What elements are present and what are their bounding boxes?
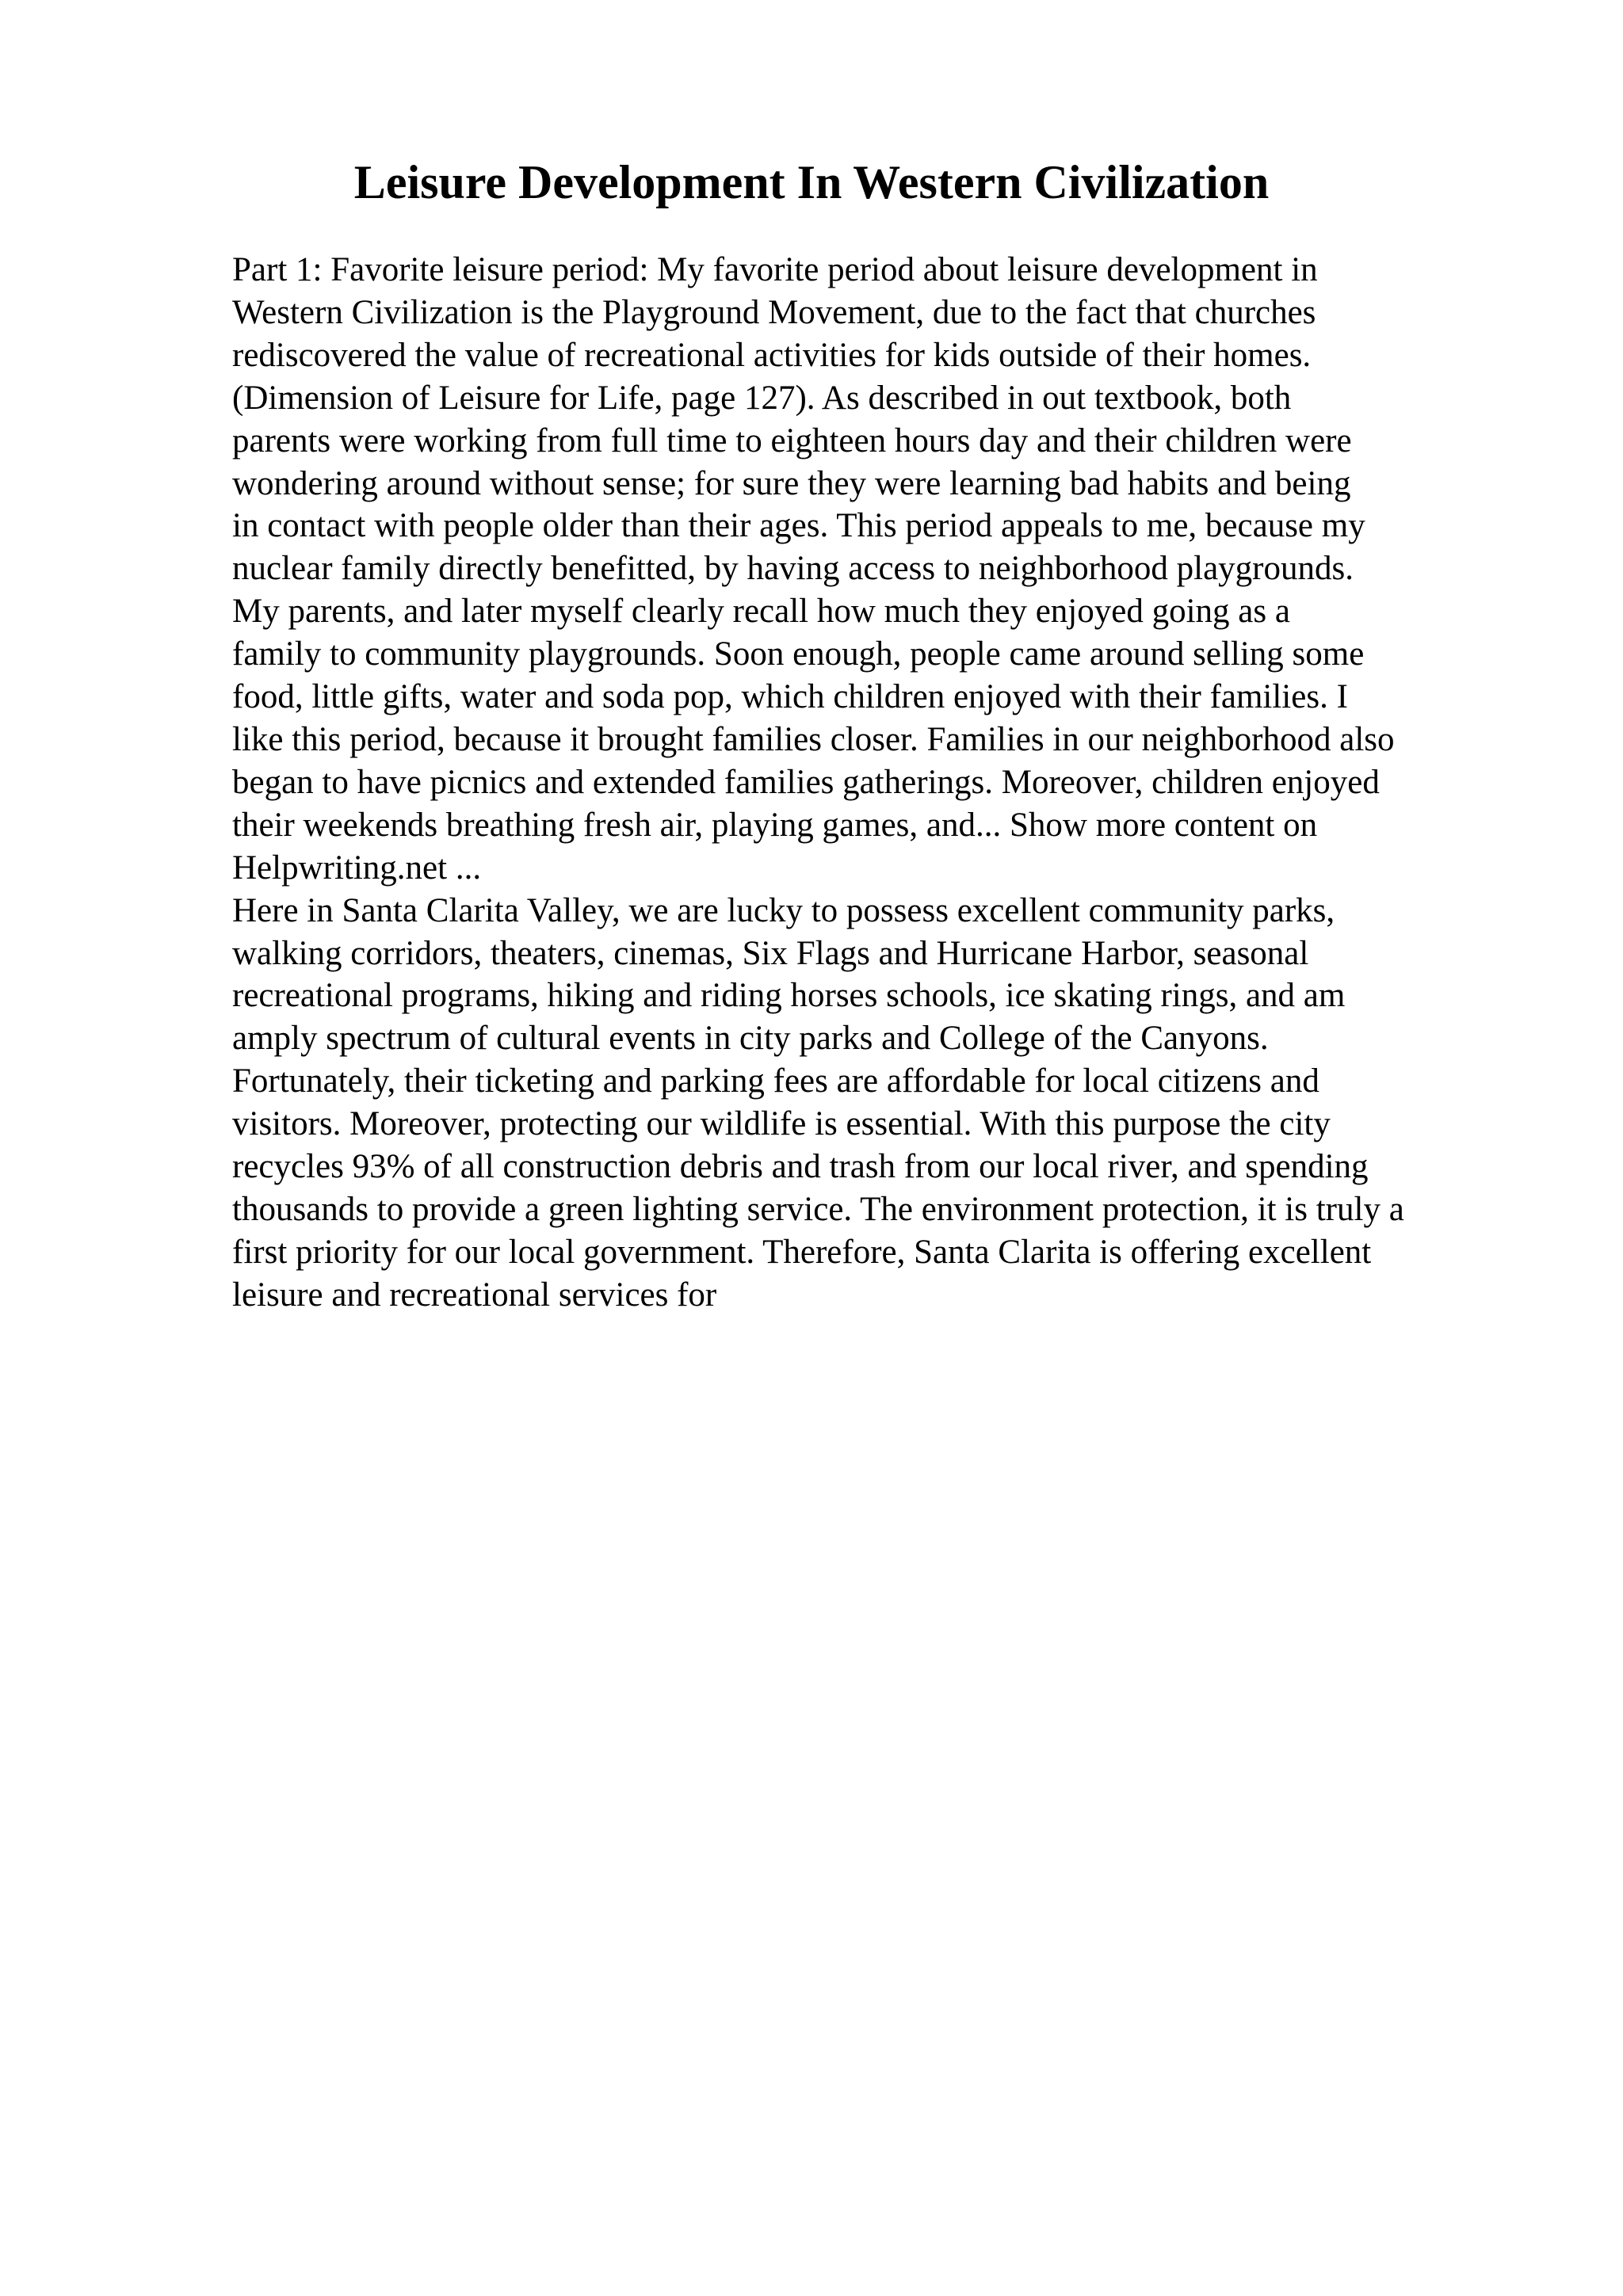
body-line: thousands to provide a green lighting service. The environment protection, it is truly a	[232, 1190, 1404, 1228]
body-line: parents were working from full time to eighteen hours day and their children were	[232, 421, 1352, 460]
body-line: (Dimension of Leisure for Life, page 127). As described in out textbook, both	[232, 379, 1292, 417]
body-line: visitors. Moreover, protecting our wildlife is essential. With this purpose the city	[232, 1105, 1331, 1143]
body-line: Here in Santa Clarita Valley, we are lucky to possess excellent community parks,	[232, 891, 1335, 929]
body-line: Helpwriting.net ...	[232, 849, 482, 887]
body-line: rediscovered the value of recreational activities for kids outside of their homes.	[232, 336, 1312, 374]
body-line: recycles 93% of all construction debris and trash from our local river, and spending	[232, 1148, 1369, 1186]
body-line: recreational programs, hiking and riding horses schools, ice skating rings, and am	[232, 977, 1346, 1015]
body-line: Fortunately, their ticketing and parking fees are affordable for local citizens and	[232, 1062, 1319, 1100]
body-line: began to have picnics and extended families gatherings. Moreover, children enjoyed	[232, 763, 1380, 801]
body-line: in contact with people older than their ages. This period appeals to me, because my	[232, 507, 1365, 545]
body-line: food, little gifts, water and soda pop, which children enjoyed with their families. I	[232, 678, 1348, 716]
body-line: family to community playgrounds. Soon enough, people came around selling some	[232, 635, 1365, 673]
body-line: wondering around without sense; for sure they were learning bad habits and being	[232, 464, 1351, 502]
body-line: leisure and recreational services for	[232, 1276, 717, 1314]
document-title: Leisure Development In Western Civilization	[353, 156, 1270, 208]
body-line: amply spectrum of cultural events in city parks and College of the Canyons.	[232, 1020, 1269, 1058]
body-line: their weekends breathing fresh air, playing games, and... Show more content on	[232, 806, 1318, 844]
body-line: nuclear family directly benefitted, by having access to neighborhood playgrounds.	[232, 550, 1354, 588]
document-body	[232, 249, 1532, 1317]
body-line: like this period, because it brought families closer. Families in our neighborhood also	[232, 720, 1395, 758]
body-line: Western Civilization is the Playground Movement, due to the fact that churches	[232, 293, 1316, 331]
body-line: walking corridors, theaters, cinemas, Six Flags and Hurricane Harbor, seasonal	[232, 934, 1309, 972]
body-line: My parents, and later myself clearly recall how much they enjoyed going as a	[232, 593, 1290, 631]
body-line: first priority for our local government. Therefore, Santa Clarita is offering excellent	[232, 1233, 1372, 1271]
body-line: Part 1: Favorite leisure period: My favorite period about leisure development in	[232, 251, 1318, 288]
